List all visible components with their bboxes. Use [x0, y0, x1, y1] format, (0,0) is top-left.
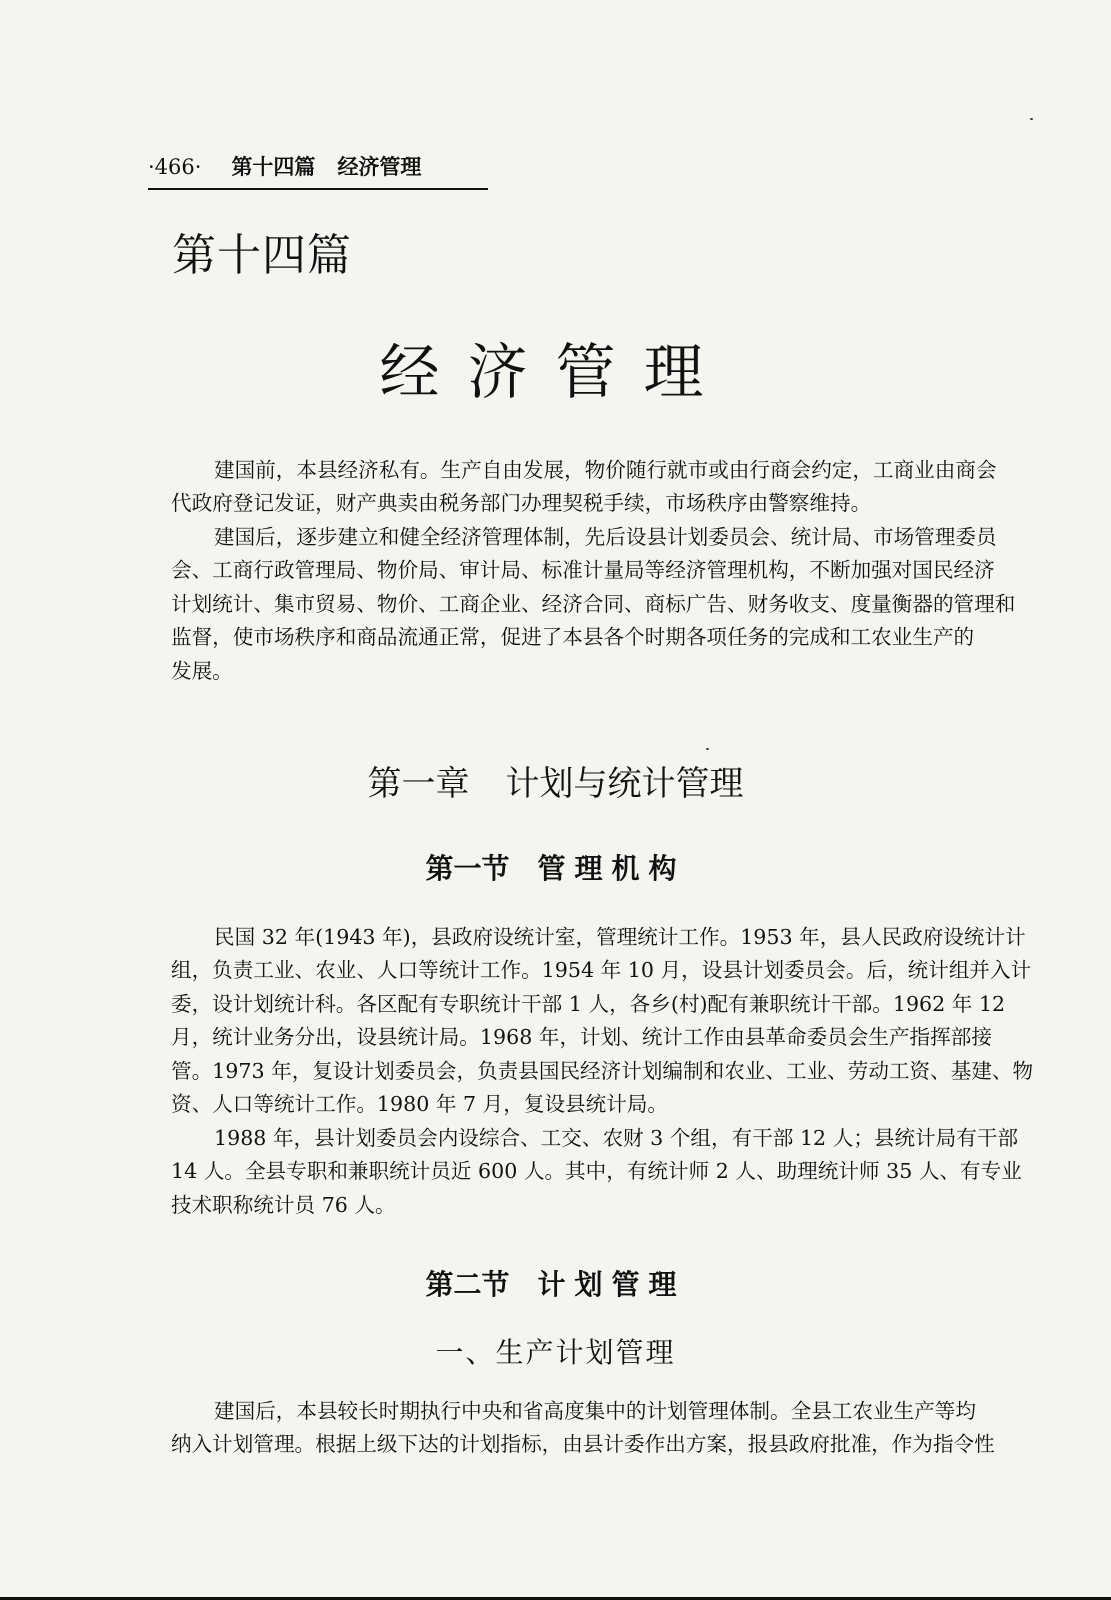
section-2-paragraph-1 [128, 1395, 994, 1462]
paragraph-line: 14 人。全县专职和兼职统计员近 600 人。其中，有统计师 2 人、助理统计师 35 人、有专业 [171, 1159, 1022, 1184]
section-number: 第二节 [425, 1268, 510, 1301]
paragraph-line: 监督，使市场秩序和商品流通正常，促进了本县各个时期各项任务的完成和工农业生产的 [171, 625, 975, 650]
chapter-number: 第一章 [367, 764, 470, 804]
paragraph-line: 建国后，本县较长时期执行中央和省高度集中的计划管理体制。全县工农业生产等均 [214, 1399, 976, 1423]
part-label: 第十四篇 [172, 230, 352, 281]
paragraph-line: 管。1973 年，复设计划委员会，负责县国民经济计划编制和农业、工业、劳动工资、基建、物 [171, 1058, 1034, 1083]
paragraph-line: 组，负责工业、农业、人口等统计工作。1954 年 10 月，设县计划委员会。后，统计组并入计 [171, 958, 1032, 983]
section-1-title [0, 850, 1111, 888]
section-2-title [0, 1266, 1111, 1304]
subsection-title: 一、生产计划管理 [435, 1336, 676, 1369]
paragraph-line: 月，统计业务分出，设县统计局。1968 年，计划、统计工作由县革命委员会生产指挥部接 [171, 1025, 992, 1050]
intro-paragraph-2 [128, 521, 1016, 688]
paragraph-line: 建国前，本县经济私有。生产自由发展，物价随行就市或由行商会约定，工商业由商会 [214, 458, 997, 482]
paragraph-line: 纳入计划管理。根据上级下达的计划指标，由县计委作出方案，报县政府批准，作为指令性 [171, 1432, 995, 1457]
running-header-part: 第十四篇 [231, 155, 316, 179]
chapter-title [0, 762, 1111, 806]
paragraph-line: 资、人口等统计工作。1980 年 7 月，复设县统计局。 [171, 1092, 669, 1117]
intro-paragraph-1 [128, 454, 997, 521]
paragraph-line: 委，设计划统计科。各区配有专职统计干部 1 人，各乡(村)配有兼职统计干部。1962 年 12 [171, 991, 1006, 1016]
running-header-part-title: 经济管理 [337, 155, 422, 179]
paragraph-line: 1988 年，县计划委员会内设综合、工交、农财 3 个组，有干部 12 人；县统计局有干部 [214, 1126, 1019, 1150]
section-number: 第一节 [425, 852, 510, 885]
paragraph-line: 民国 32 年(1943 年)，县政府设统计室，管理统计工作。1953 年，县人民政府设统计计 [214, 925, 1026, 949]
section-1-paragraph-2 [128, 1122, 1022, 1222]
paragraph-line: 发展。 [171, 658, 233, 683]
part-title: 经济管理 [379, 338, 732, 408]
chapter-name: 计划与统计管理 [505, 764, 744, 804]
paragraph-line: 代政府登记发证，财产典卖由税务部门办理契税手续，市场秩序由警察维持。 [171, 491, 872, 516]
section-name: 计划管理 [537, 1268, 686, 1301]
page-number: ·466· [148, 155, 202, 179]
paragraph-line: 建国后，逐步建立和健全经济管理体制，先后设县计划委员会、统计局、市场管理委员 [214, 525, 997, 549]
running-header [148, 152, 488, 190]
scan-speck [1030, 118, 1033, 120]
section-name: 管理机构 [537, 852, 686, 885]
paragraph-line: 技术职称统计员 76 人。 [171, 1192, 396, 1217]
scan-speck [706, 748, 709, 750]
paragraph-line: 会、工商行政管理局、物价局、审计局、标准计量局等经济管理机构，不断加强对国民经济 [171, 558, 995, 583]
section-1-paragraph-1 [128, 921, 1034, 1121]
paragraph-line: 计划统计、集市贸易、物价、工商企业、经济合同、商标广告、财务收支、度量衡器的管理和 [171, 591, 1016, 616]
